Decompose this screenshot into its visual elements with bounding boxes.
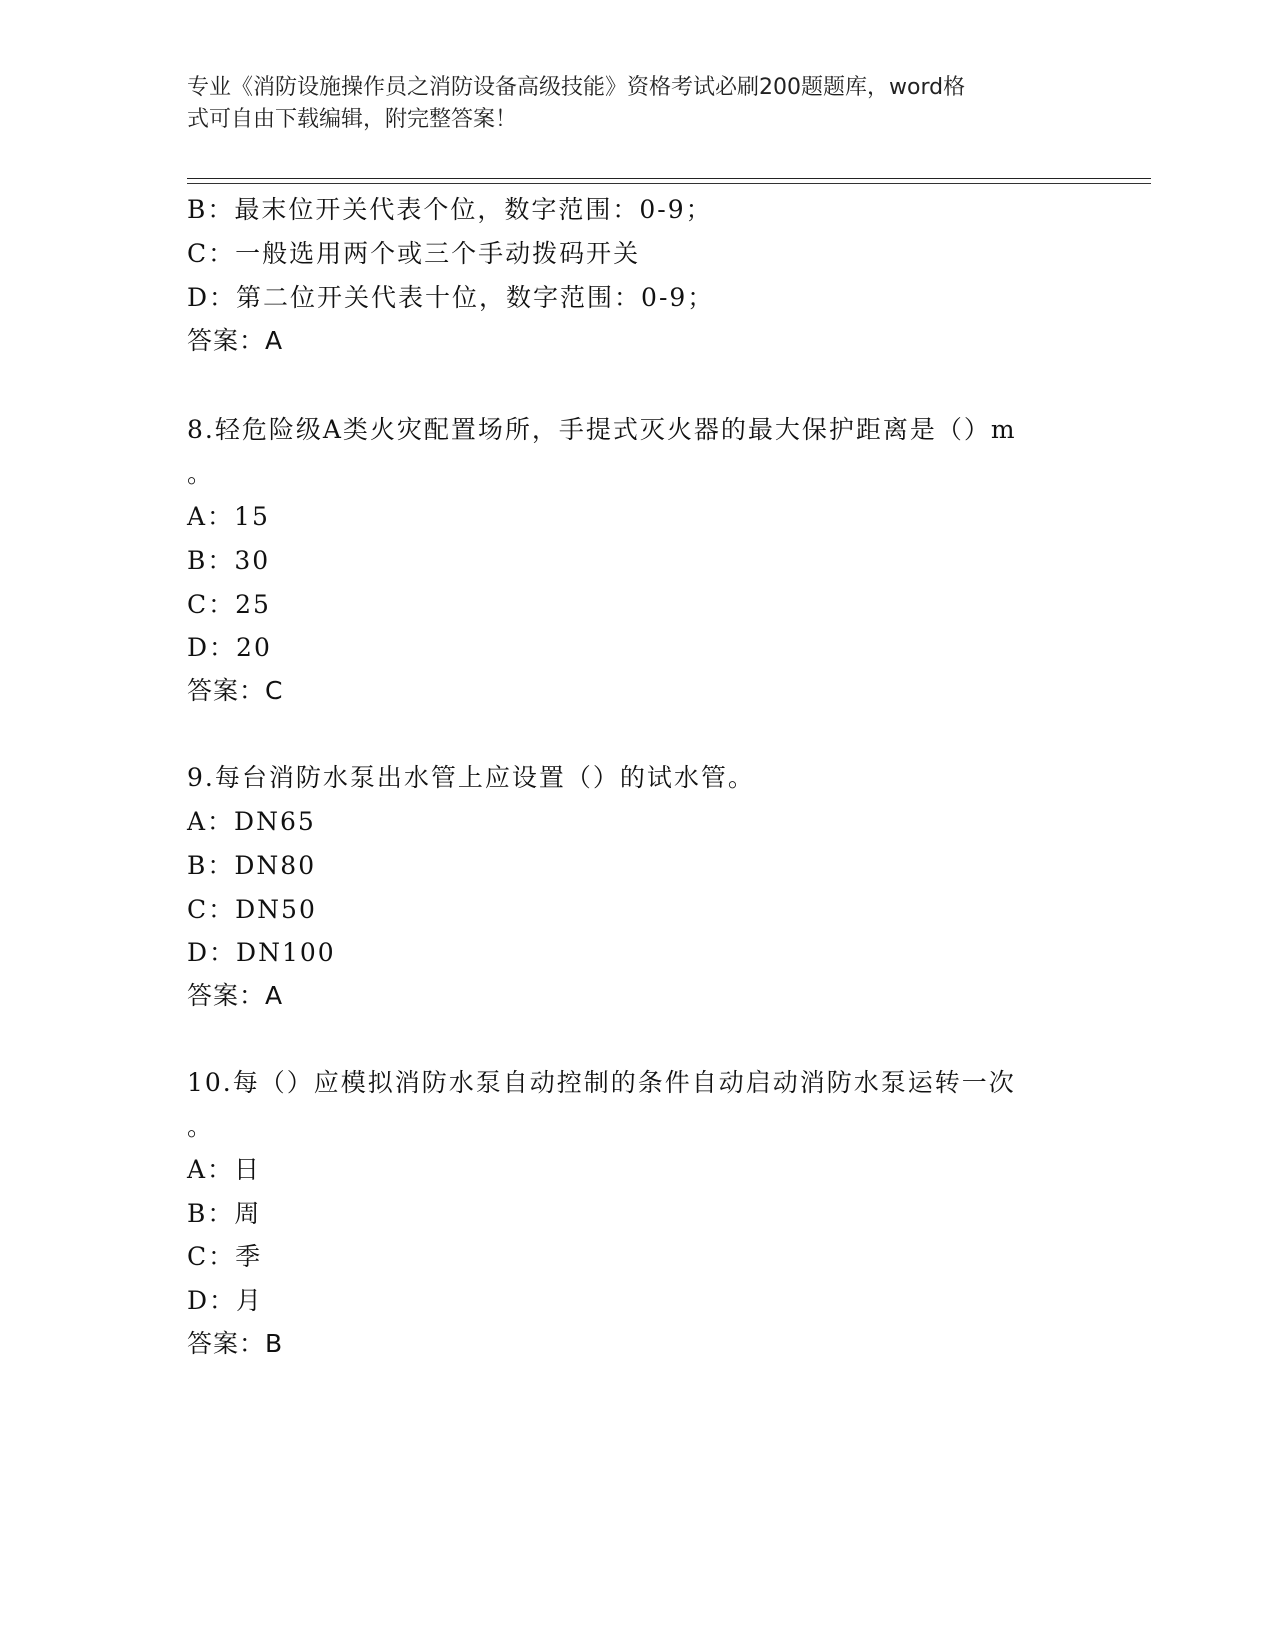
question-10-option-a: A：日 [187,1155,262,1184]
prev-question-option-c: C：一般选用两个或三个手动拨码开关 [187,239,641,268]
question-9-text: 9.每台消防水泵出水管上应设置（）的试水管。 [187,763,755,792]
question-10-option-d: D：月 [187,1286,264,1315]
document-header [187,72,1067,136]
prev-question-option-d: D：第二位开关代表十位，数字范围：0-9； [187,283,715,312]
question-9-option-a: A：DN65 [187,807,316,836]
question-10-answer: 答案：B [187,1329,284,1358]
question-10-option-c: C：季 [187,1242,263,1271]
question-8-option-a: A：15 [187,502,270,531]
prev-question-answer: 答案：A [187,326,284,355]
question-8-option-c: C：25 [187,590,271,619]
question-9-option-b: B：DN80 [187,851,317,880]
header-title-line-1: 专业《消防设施操作员之消防设备高级技能》资格考试必刷200题题库，word格 [187,75,966,100]
question-8-text-continued: 。 [187,459,215,488]
header-divider-bottom [187,183,1151,184]
question-9-answer: 答案：A [187,981,284,1010]
question-8-answer: 答案：C [187,676,284,705]
prev-question-option-b: B：最末位开关代表个位，数字范围：0-9； [187,195,713,224]
question-10-option-b: B：周 [187,1199,262,1228]
question-10-text-continued: 。 [187,1112,215,1141]
question-10-text: 10.每（）应模拟消防水泵自动控制的条件自动启动消防水泵运转一次 [187,1068,1016,1097]
header-divider-top [187,178,1151,179]
question-9-option-d: D：DN100 [187,938,336,967]
header-title-line-2: 式可自由下载编辑，附完整答案！ [187,107,518,132]
question-8-option-b: B：30 [187,546,271,575]
question-8-option-d: D：20 [187,633,272,662]
question-9-option-c: C：DN50 [187,895,317,924]
question-8-text: 8.轻危险级A类火灾配置场所，手提式灭火器的最大保护距离是（）m [187,415,1017,444]
